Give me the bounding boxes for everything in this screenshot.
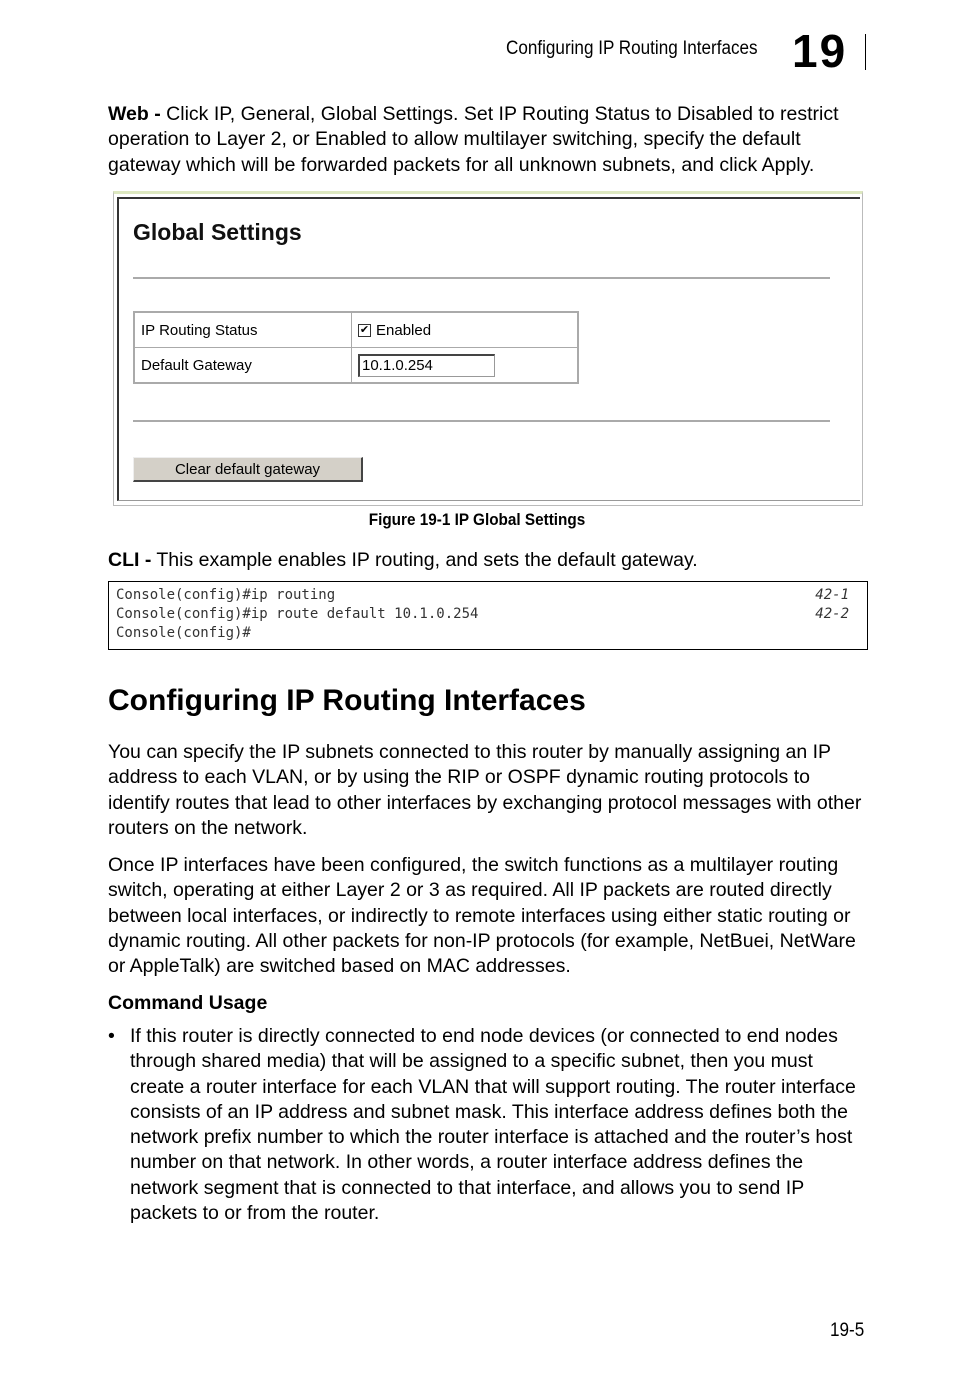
code-line: Console(config)# — [116, 625, 251, 641]
table-row — [134, 348, 578, 384]
web-text: Click IP, General, Global Settings. Set IP Routing Status to Disabled to restrict operation to Layer 2, or Enabled to allow multilayer switching, specify the default gateway which will be forwarded packets for all unknown subnets, and click Apply. — [108, 103, 839, 176]
section-title: Configuring IP Routing Interfaces — [108, 684, 586, 717]
chapter-divider — [865, 34, 866, 70]
code-line: Console(config)#ip routing — [116, 587, 336, 603]
bullet-item — [108, 1024, 868, 1226]
figure-caption: Figure 19-1 IP Global Settings — [368, 510, 586, 529]
page-number: 19-5 — [830, 1320, 865, 1341]
divider — [133, 420, 830, 422]
code-block — [108, 581, 868, 650]
ip-routing-label: IP Routing Status — [134, 312, 352, 348]
chapter-number: 19 — [792, 25, 848, 77]
cli-paragraph — [108, 548, 868, 573]
enabled-label: Enabled — [376, 321, 432, 339]
running-header: Configuring IP Routing Interfaces — [506, 38, 758, 59]
web-lead: Web - — [108, 103, 161, 125]
command-usage-heading: Command Usage — [108, 992, 268, 1014]
default-gateway-input[interactable] — [358, 354, 495, 377]
enabled-checkbox[interactable]: ✔ — [359, 324, 370, 337]
settings-table — [133, 311, 579, 384]
figure-screenshot — [113, 191, 863, 506]
paragraph-1: You can specify the IP subnets connected to this router by manually assigning an IP address to each VLAN, or by using the RIP or OSPF dynamic routing protocols to identify routes that lead to other interfaces by exchanging protocol messages with other routers on the network. — [108, 741, 862, 839]
bullet-icon: • — [108, 1025, 115, 1047]
code-line: Console(config)#ip route default 10.1.0.254 — [116, 606, 479, 622]
cli-lead: CLI - — [108, 549, 152, 571]
table-row — [134, 312, 578, 348]
bullet-text: If this router is directly connected to end node devices (or connected to end nodes through shared media) that will be assigned to a specific subnet, then you must create a router interface for each VLAN that will support routing. The router interface consists of an IP address and subnet mask. This interface address defines both the network prefix number to which the router interface is attached and the router’s host number on that network. In other words, a router interface address defines the network segment that is connected to that interface, and allows you to send IP packets to or from the router. — [130, 1025, 856, 1225]
paragraph-2: Once IP interfaces have been configured, the switch functions as a multilayer routing switch, operating at either Layer 2 or 3 as required. All IP packets are routed directly between local interfaces, or indirectly to remote interfaces using either static routing or dynamic routing. All other packets for non-IP protocols (for example, NetBuei, NetWare or AppleTalk) are switched based on MAC addresses. — [108, 854, 856, 978]
divider — [133, 277, 830, 279]
default-gateway-label: Default Gateway — [134, 348, 352, 384]
cli-text: This example enables IP routing, and sets the default gateway. — [151, 549, 698, 571]
clear-default-gateway-button[interactable]: Clear default gateway — [133, 457, 363, 482]
figure-title: Global Settings — [133, 219, 302, 245]
code-ref: 42-2 — [815, 606, 849, 622]
web-paragraph — [108, 102, 868, 178]
code-ref: 42-1 — [815, 587, 849, 603]
